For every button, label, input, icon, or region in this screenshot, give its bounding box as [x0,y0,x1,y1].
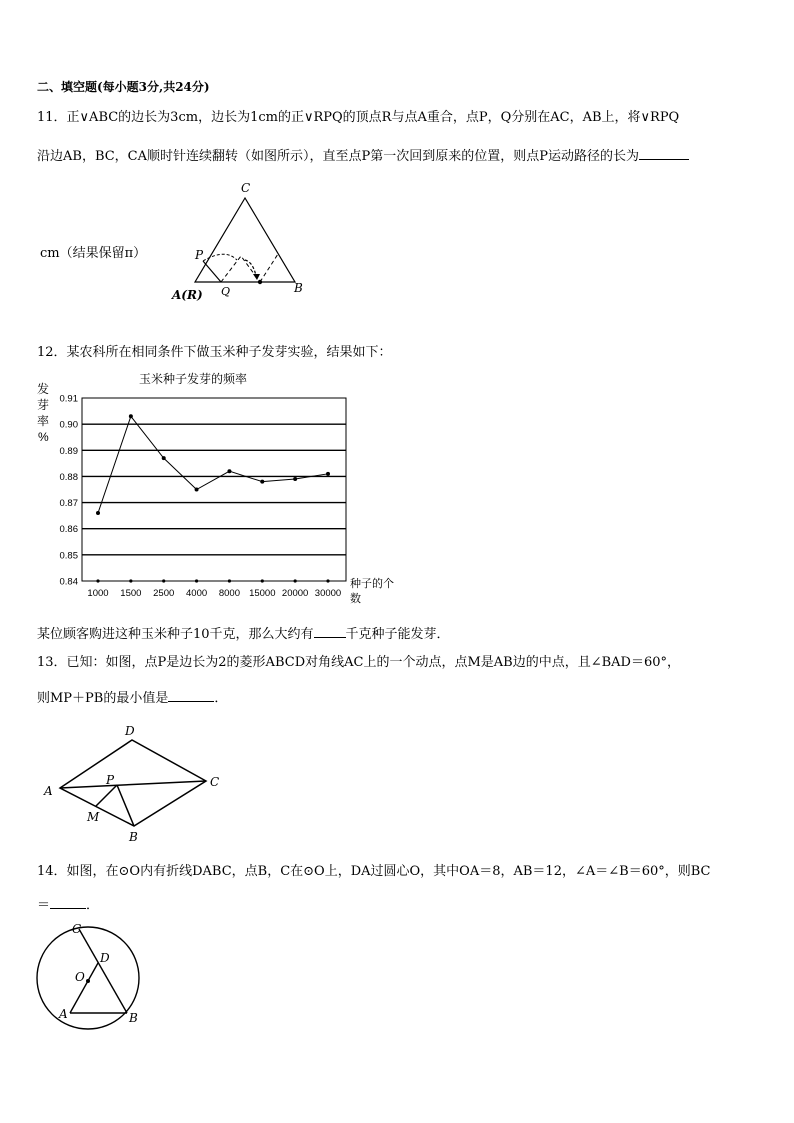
rhombus-abcd [60,740,206,826]
y-label-char-3: 率 [37,414,50,428]
x-axis-dot [162,579,165,582]
q13-line2-pre: 则MP＋PB的最小值是 [37,691,169,706]
x-axis-dot [326,579,329,582]
data-point [260,480,264,484]
label-b: B [294,281,303,295]
x-axis-dot [129,579,132,582]
q11-line2 [37,147,689,165]
data-point [96,511,100,515]
data-point [129,414,133,418]
y-tick-label: 0.86 [59,524,78,536]
segment-mp [96,785,117,806]
data-point [227,469,231,473]
dashed-line-right [260,254,278,282]
label-c: C [72,922,82,936]
x-tick-label: 20000 [281,588,309,599]
y-tick-label: 0.91 [59,393,78,405]
y-tick-label: 0.88 [59,471,78,483]
x-axis-dot [228,579,231,582]
data-point [195,488,199,492]
x-axis-dot [195,579,198,582]
x-tick-label: 2500 [153,588,175,599]
point-p-end [258,280,262,284]
label-d: D [100,951,110,965]
label-m: M [87,810,100,824]
q14-answer-blank [50,896,86,909]
q13-line1: 13．已知：如图，点P是边长为2的菱形ABCD对角线AC上的一个动点，点M是AB边的中点，且∠BAD＝60°， [37,655,680,670]
q12-after-text: 某位顾客购进这种玉米种子10千克，那么大约有 [37,627,314,642]
y-tick-label: 0.85 [59,550,78,562]
label-p: P [106,773,115,787]
q11-figure [165,178,325,308]
rolling-triangle-dashed [221,256,260,282]
x-tick-label: 15000 [249,588,276,599]
x-axis-dot [96,579,99,582]
section-title: 二、填空题(每小题3分,共24分) [37,80,210,94]
q12-intro: 12．某农科所在相同条件下做玉米种子发芽实验，结果如下： [37,345,392,360]
x-tick-label: 4000 [186,588,208,599]
data-point [326,472,330,476]
label-b: B [129,1011,138,1025]
germination-chart [30,366,420,614]
data-point [293,477,297,481]
x-tick-label: 8000 [218,588,240,599]
x-axis-label-line1: 种子的个 [350,578,394,590]
q11-unit-note: cm（结果保留π） [40,246,147,261]
q14-line2-post: ． [86,898,100,913]
y-tick-label: 0.84 [59,576,78,588]
q13-answer-blank [168,689,214,702]
label-q: Q [221,285,231,298]
label-c: C [241,181,251,195]
x-tick-label: 1500 [120,588,142,599]
x-axis-dot [294,579,297,582]
y-label-char-1: 发 [37,382,50,396]
y-axis-label [37,381,49,444]
chart-title: 玉米种子发芽的频率 [139,372,248,386]
q12-after-tail: 千克种子能发芽． [345,627,450,642]
segment-pb [117,785,134,826]
q12-answer-blank [314,625,346,638]
y-tick-labels [60,394,79,588]
x-tick-labels [87,588,341,599]
label-a: A [44,784,53,798]
q14-line2 [37,896,99,914]
label-d: D [125,724,135,738]
chart-series [96,414,330,582]
y-label-char-2: 芽 [37,398,50,412]
x-tick-label: 30000 [314,588,342,599]
label-b: B [129,830,138,844]
y-tick-label: 0.87 [59,498,78,510]
label-p: P [195,248,204,262]
x-axis-label-line2: 数 [350,593,361,605]
q12-after [37,625,450,643]
q14-figure [30,920,160,1034]
segment-bc [79,929,127,1013]
x-tick-label: 1000 [87,588,109,599]
q13-figure [38,722,238,848]
q11-line2-text: 沿边AB，BC，CA顺时针连续翻转（如图所示），直至点P第一次回到原来的位置，则点P运动路径的长为 [37,149,640,164]
y-tick-label: 0.89 [59,445,78,457]
q14-line2-pre: ＝ [37,898,51,913]
label-a-r: A(R) [172,288,203,302]
center-o-dot [86,979,90,983]
q11-line1: 11．正∨ABC的边长为3cm，边长为1cm的正∨RPQ的顶点R与点A重合，点P，Q分别在AC，AB上，将∨RPQ [37,110,680,125]
y-tick-label: 0.90 [59,419,78,431]
label-a: A [59,1007,68,1021]
series-line [98,416,328,513]
y-label-char-4: % [38,430,49,444]
data-point [162,456,166,460]
q14-line1: 14．如图，在⊙O内有折线DABC，点B，C在⊙O上，DA过圆心O，其中OA＝8，AB＝12，∠A＝∠B＝60°，则BC [37,864,711,879]
label-o: O [75,970,85,984]
plot-frame [82,398,346,581]
q13-line2-post: ． [214,691,228,706]
path-arc-2 [245,260,256,276]
chart-grid [82,398,346,581]
q11-answer-blank [639,147,689,160]
q13-line2 [37,689,227,707]
arrowhead [253,274,260,280]
diagonal-ac [60,781,206,788]
circle-o [37,927,139,1029]
label-c: C [210,775,220,789]
segment-pq [203,261,221,282]
x-axis-dot [261,579,264,582]
